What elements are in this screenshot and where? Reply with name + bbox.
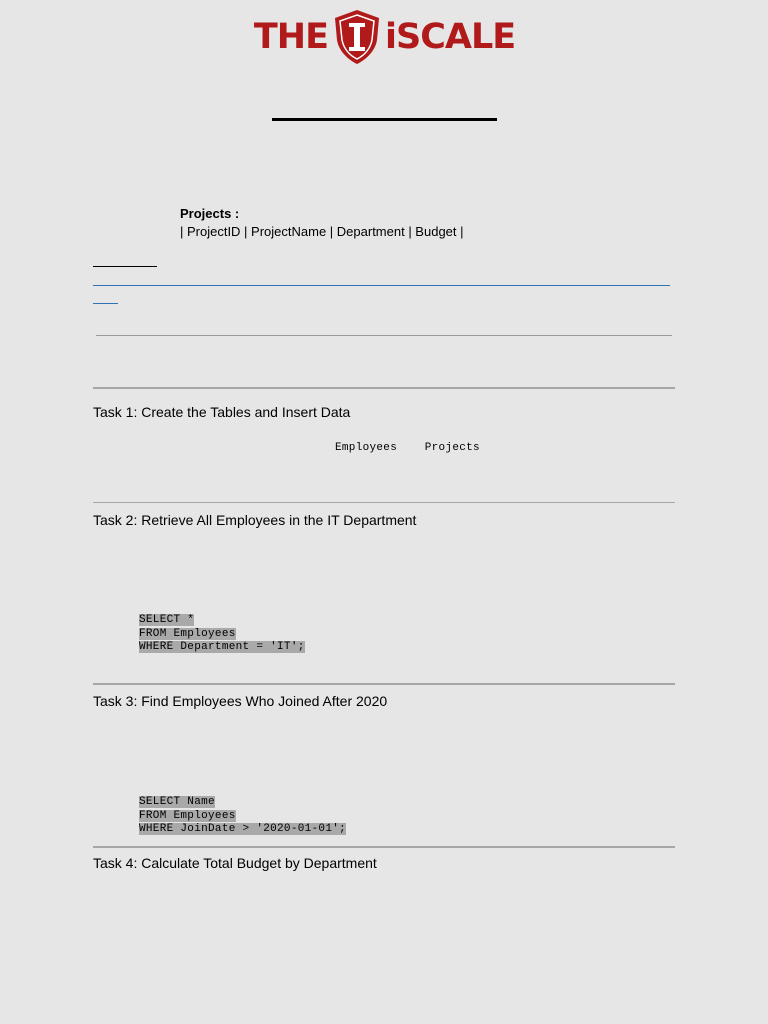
task-3-title: Task 3: Find Employees Who Joined After 2020	[93, 693, 388, 709]
section-divider	[96, 335, 672, 336]
code-line: FROM Employees	[139, 809, 236, 822]
code-line: WHERE Department = 'IT';	[139, 641, 305, 653]
code-line: SELECT Name	[139, 796, 215, 808]
company-logo	[0, 8, 768, 64]
blue-divider-stub	[93, 303, 118, 304]
logo-text-right: iSCALE	[385, 17, 516, 57]
code-line: FROM Employees	[139, 627, 236, 640]
task-3-code-block	[139, 796, 346, 837]
title-underline	[272, 118, 497, 121]
logo-text-left: THE	[253, 17, 328, 57]
projects-schema-label: Projects :	[180, 206, 240, 221]
code-line: SELECT *	[139, 614, 195, 626]
task-4-title: Task 4: Calculate Total Budget by Department	[93, 855, 377, 871]
task-1-title: Task 1: Create the Tables and Insert Data	[93, 404, 351, 420]
short-divider	[93, 266, 157, 267]
shield-icon	[335, 10, 379, 64]
projects-schema-columns: | ProjectID | ProjectName | Department | Budget |	[180, 224, 464, 239]
section-divider	[93, 502, 675, 503]
section-divider	[93, 387, 675, 389]
section-divider	[93, 683, 675, 685]
task-2-code-block	[139, 614, 305, 655]
task-1-table-names: Employees Projects	[335, 442, 480, 454]
code-line: WHERE JoinDate > '2020-01-01';	[139, 823, 347, 835]
blue-divider	[93, 285, 670, 286]
task-2-title: Task 2: Retrieve All Employees in the IT Department	[93, 512, 417, 528]
section-divider	[93, 846, 675, 848]
